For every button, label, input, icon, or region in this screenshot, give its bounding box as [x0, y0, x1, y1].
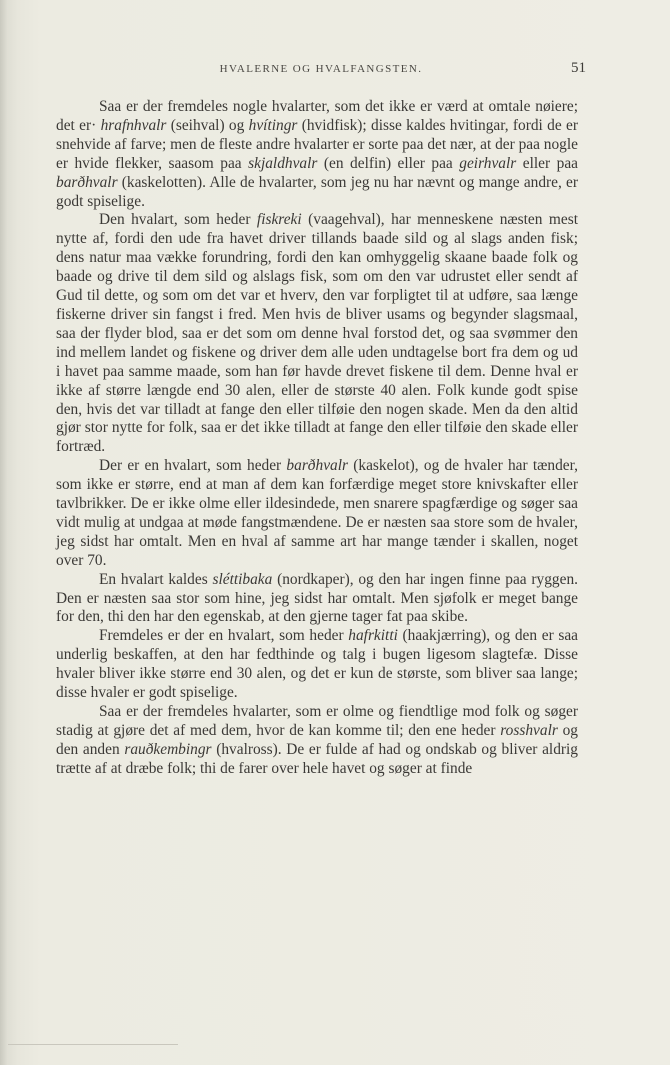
- italic-term: rauðkembingr: [124, 740, 212, 758]
- italic-term: barðhvalr: [286, 457, 348, 475]
- text-run: Der er en hvalart, som heder: [99, 457, 287, 475]
- text-run: (hvalross). De er fulde af had og ondskab og bliver aldrig trætte af at dræbe folk; thi de farer over hele havet og søger at finde: [56, 740, 578, 777]
- text-run: Saa er der fremdeles nogle hvalarter, som det ikke er værd at omtale nøiere; det er·: [56, 98, 578, 134]
- text-run: (kaskelot), og de hvaler har tænder, som ikke er større, end at man af dem kan forfærdige meget store knivskafter eller tavlbrikker. De er ikke olme eller ildesindede, men snarere spagfærdige og søger saa vidt mulig at undgaa at møde fangstmændene. De er næsten saa store som de hvaler, jeg sidst har omtalt. Men en hval af samme art har mange tænder i skallen, noget over 70.: [56, 457, 578, 569]
- paragraph-4: [56, 571, 578, 628]
- paragraph-6: [56, 703, 578, 779]
- paragraph-2: [56, 211, 578, 457]
- text-run: Den hvalart, som heder: [99, 211, 257, 229]
- page-number: 51: [571, 60, 586, 76]
- italic-term: hrafnhvalr: [100, 116, 167, 134]
- italic-term: geirhvalr: [459, 154, 517, 172]
- italic-term: skjaldhvalr: [248, 154, 318, 172]
- text-run: (nordkaper), og den har ingen finne paa ryggen. Den er næsten saa stor som hine, jeg sidst har omtalt. Men sjøfolk er meget bange for den, thi den har den egenskab, at den gjerne tager fat paa skibe.: [56, 570, 578, 626]
- page-header: [56, 60, 586, 85]
- text-run: eller paa: [516, 154, 578, 172]
- italic-term: hvítingr: [248, 116, 298, 134]
- paragraph-5: [56, 627, 578, 703]
- text-run: (vaagehval), har menneskene næsten mest nytte af, fordi den ude fra havet driver tillands baade sild og al slags anden fisk; dens natur maa vække forundring, fordi den kan omhyggelig skaane baade folk og baade og drive til dem sild og alslags fisk, som om den var udrustet eller sendt af Gud til dette, og som om det var et hverv, den var forpligtet til at udføre, saa længe fiskerne driver sin fangst i fred. Men hvis de bliver usams og begynder slagsmaal, saa der flyder blod, saa er det som om denne hval forstod det, og saa svømmer den ind mellem landet og fiskene og driver dem alle uden undtagelse bort fra dem og ud i havet paa samme maade, som han før havde drevet fiskene til dem. Denne hval er ikke af større længde end 30 alen, eller de største 40 alen. Folk kunde godt spise den, hvis det var tilladt at fange den eller tilføie den nogen skade. Men da den altid gjør stor nytte for folk, saa er det ikke tilladt at fange den eller tilføie den skade eller fortræd.: [56, 211, 578, 456]
- paragraph-3: [56, 457, 578, 570]
- body-text: [56, 98, 578, 779]
- italic-term: sléttibaka: [212, 570, 273, 588]
- paragraph-1: [56, 98, 578, 211]
- text-run: (seihval) og: [166, 116, 249, 134]
- text-run: (en delfin) eller paa: [317, 154, 460, 172]
- text-run: (kaskelotten). Alle de hvalarter, som jeg nu har nævnt og mange andre, er godt spiselige.: [56, 173, 578, 210]
- text-run: Fremdeles er der en hvalart, som heder: [99, 627, 349, 645]
- page-binding-edge: [0, 0, 8, 1065]
- italic-term: hafrkitti: [348, 627, 398, 645]
- text-run: (haakjærring), og den er saa underlig beskaffen, at den har fedthinde og talg i bugen ligesom slagtefæ. Disse hvaler bliver ikke større end 30 alen, og det er kun de største, som bliver saa lange; disse hvaler er godt spiselige.: [56, 627, 578, 702]
- bottom-rule: [8, 1044, 178, 1045]
- running-title: HVALERNE OG HVALFANGSTEN.: [219, 63, 423, 75]
- text-run: (hvidfisk); disse kaldes hvitingar, fordi de er snehvide af farve; men de fleste andre hvalarter er sorte paa det nær, at der paa nogle er hvide flekker, saasom paa: [56, 116, 578, 172]
- text-run: og den anden: [56, 721, 578, 758]
- italic-term: rosshvalr: [500, 721, 558, 739]
- text-run: Saa er der fremdeles hvalarter, som er olme og fiendtlige mod folk og søger stadig at gjøre det af med dem, hvor de kan komme til; den ene heder: [56, 703, 578, 739]
- italic-term: barðhvalr: [56, 173, 118, 191]
- text-run: En hvalart kaldes: [99, 570, 213, 588]
- italic-term: fiskreki: [256, 211, 302, 229]
